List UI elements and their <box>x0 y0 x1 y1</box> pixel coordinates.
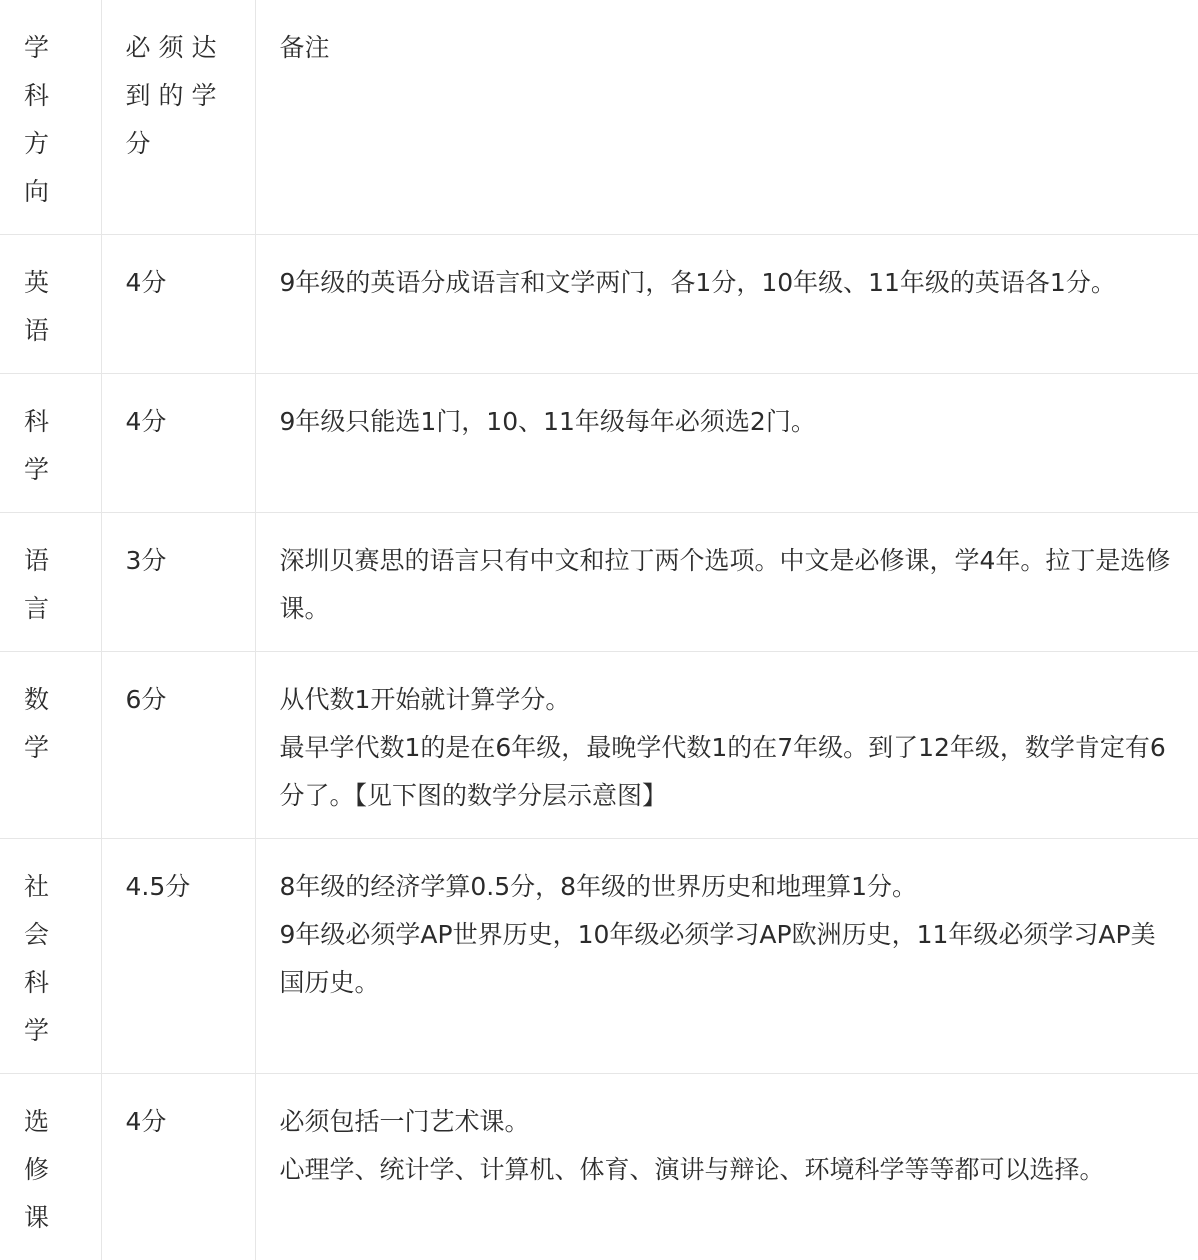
row-direction: 科学 <box>0 374 101 513</box>
row-direction: 社会科学 <box>0 839 101 1074</box>
row-credits: 4分 <box>101 235 255 374</box>
row-credits: 4分 <box>101 1074 255 1260</box>
header-notes: 备注 <box>255 0 1198 235</box>
table-row <box>0 839 1198 1074</box>
table-header-row <box>0 0 1198 235</box>
row-credits: 4分 <box>101 374 255 513</box>
table-row <box>0 374 1198 513</box>
row-credits: 3分 <box>101 513 255 652</box>
row-notes: 9年级只能选1门，10、11年级每年必须选2门。 <box>255 374 1198 513</box>
row-notes: 深圳贝赛思的语言只有中文和拉丁两个选项。中文是必修课，学4年。拉丁是选修课。 <box>255 513 1198 652</box>
row-direction: 数学 <box>0 652 101 839</box>
header-credits: 必须达到的学分 <box>101 0 255 235</box>
row-direction: 英语 <box>0 235 101 374</box>
table-row <box>0 513 1198 652</box>
row-credits: 6分 <box>101 652 255 839</box>
row-notes: 9年级的英语分成语言和文学两门，各1分，10年级、11年级的英语各1分。 <box>255 235 1198 374</box>
row-notes: 8年级的经济学算0.5分，8年级的世界历史和地理算1分。 9年级必须学AP世界历史，10年级必须学习AP欧洲历史，11年级必须学习AP美国历史。 <box>255 839 1198 1074</box>
row-notes: 从代数1开始就计算学分。 最早学代数1的是在6年级，最晚学代数1的在7年级。到了12年级，数学肯定有6分了。【见下图的数学分层示意图】 <box>255 652 1198 839</box>
table-row <box>0 1074 1198 1260</box>
row-direction: 语言 <box>0 513 101 652</box>
header-direction: 学科方向 <box>0 0 101 235</box>
table-row <box>0 652 1198 839</box>
row-credits: 4.5分 <box>101 839 255 1074</box>
row-notes: 必须包括一门艺术课。 心理学、统计学、计算机、体育、演讲与辩论、环境科学等等都可以选择。 <box>255 1074 1198 1260</box>
table-row <box>0 235 1198 374</box>
row-direction: 选修课 <box>0 1074 101 1260</box>
